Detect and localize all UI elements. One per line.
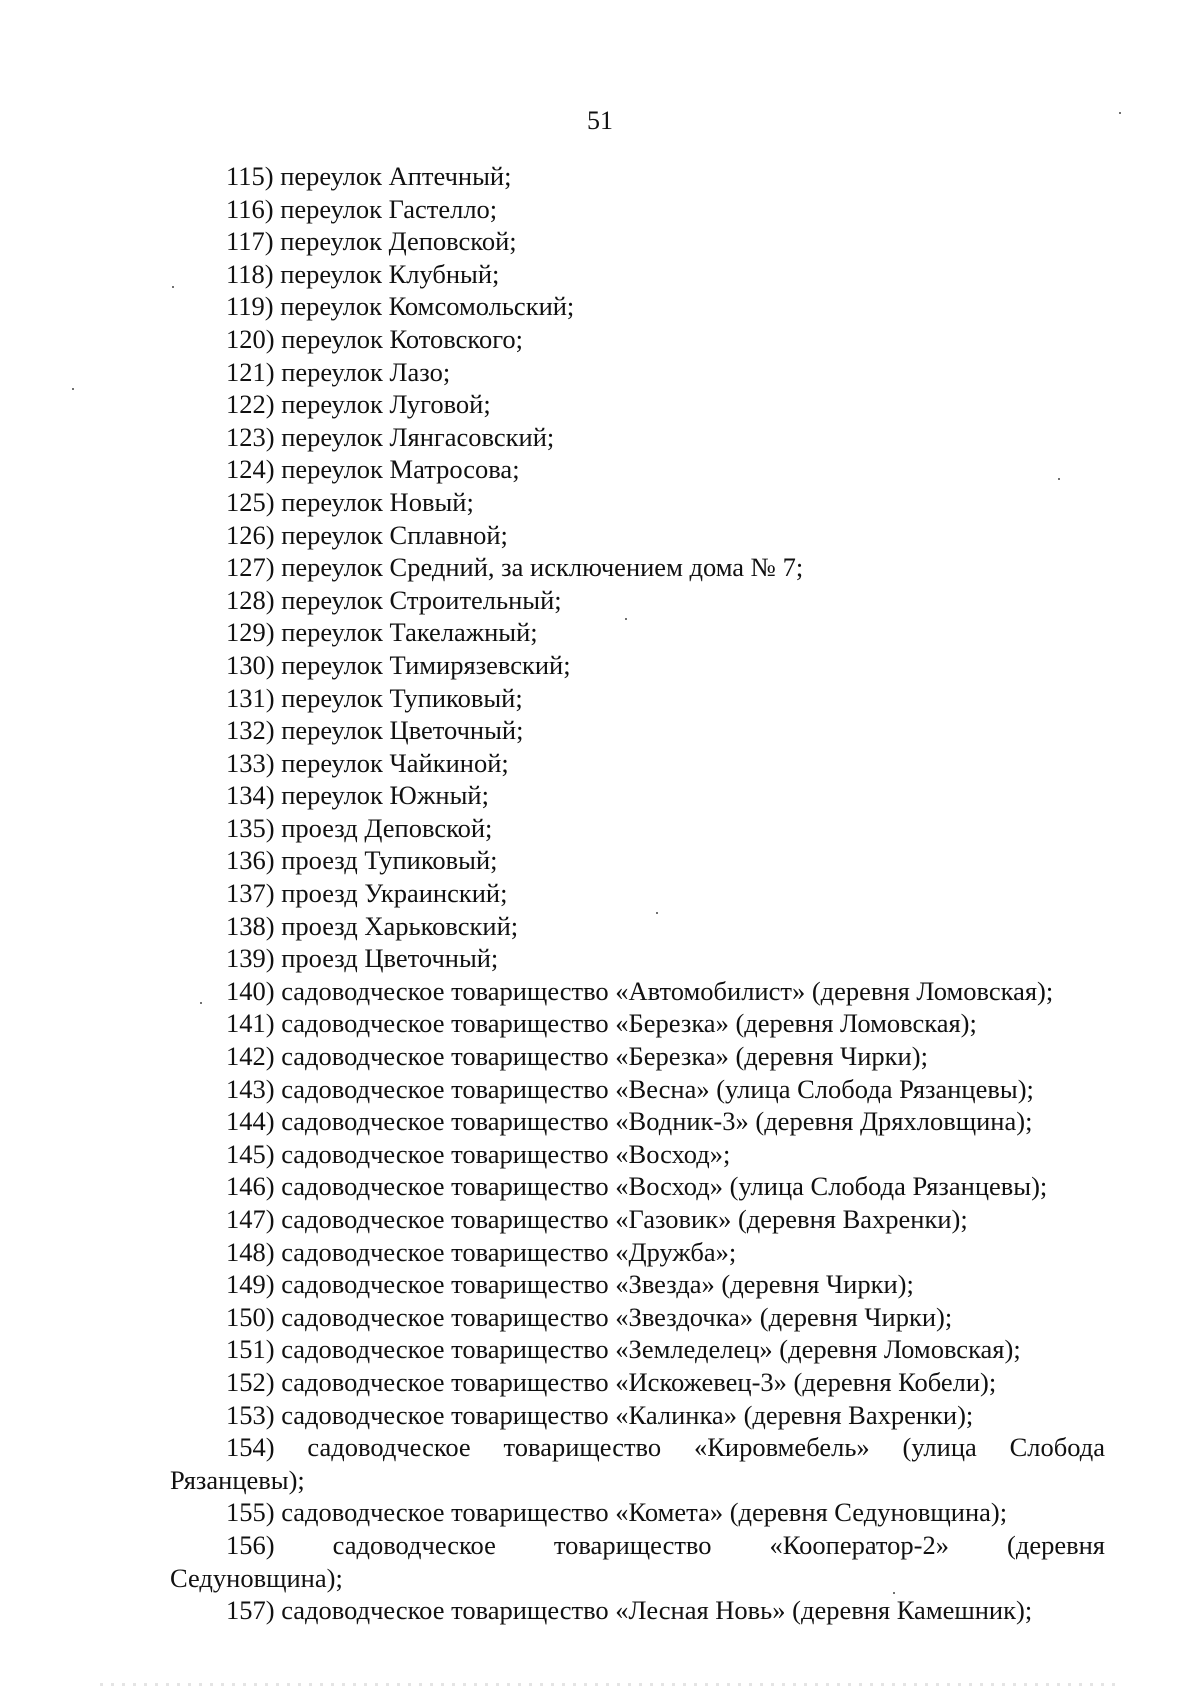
- list-item: 150) садоводческое товарищество «Звездочка» (деревня Чирки);: [226, 1301, 953, 1332]
- list-item: 115) переулок Аптечный;: [226, 161, 512, 191]
- list-item: 136) проезд Тупиковый;: [226, 845, 498, 876]
- list-item: 117) переулок Деповской;: [226, 226, 517, 257]
- list-item-wrapped: [170, 1431, 1105, 1496]
- list-item: 123) переулок Лянгасовский;: [226, 421, 555, 452]
- list-item: 118) переулок Клубный;: [226, 258, 500, 289]
- list-item: 135) проезд Деповской;: [226, 812, 493, 843]
- list-item: 128) переулок Строительный;: [226, 584, 562, 615]
- scan-speck: [1119, 112, 1121, 114]
- list-item: 126) переулок Сплавной;: [226, 519, 508, 550]
- list-item-first-line: 154) садоводческое товарищество «Кировмебель» (улица Слобода: [226, 1432, 1105, 1463]
- scan-speck: [893, 1592, 895, 1594]
- list-item: 132) переулок Цветочный;: [226, 715, 524, 746]
- list-item: 120) переулок Котовского;: [226, 323, 524, 354]
- list-item: 141) садоводческое товарищество «Березка» (деревня Ломовская);: [226, 1008, 977, 1039]
- list-item-continuation: Рязанцевы);: [170, 1464, 305, 1495]
- list-item: 146) садоводческое товарищество «Восход» (улица Слобода Рязанцевы);: [226, 1171, 1048, 1202]
- scan-speck: [1058, 478, 1060, 480]
- list-item: 148) садоводческое товарищество «Дружба»;: [226, 1236, 737, 1267]
- list-item-continuation: Седуновщина);: [170, 1562, 343, 1593]
- list-item: 143) садоводческое товарищество «Весна» (улица Слобода Рязанцевы);: [226, 1073, 1034, 1104]
- scan-speck: [625, 618, 627, 620]
- scan-speck: [200, 1002, 202, 1004]
- list-item: 133) переулок Чайкиной;: [226, 747, 509, 778]
- list-item-wrapped: [170, 1529, 1105, 1594]
- list-item: 140) садоводческое товарищество «Автомобилист» (деревня Ломовская);: [226, 975, 1054, 1006]
- list-item: 151) садоводческое товарищество «Земледелец» (деревня Ломовская);: [226, 1334, 1021, 1365]
- list-item: 127) переулок Средний, за исключением дома № 7;: [226, 552, 804, 583]
- list-item: 152) садоводческое товарищество «Искожевец-3» (деревня Кобели);: [226, 1366, 997, 1397]
- list-item: 155) садоводческое товарищество «Комета» (деревня Седуновщина);: [226, 1497, 1008, 1528]
- list-item: 139) проезд Цветочный;: [226, 943, 499, 974]
- list-item: 134) переулок Южный;: [226, 780, 489, 811]
- page-number: 51: [587, 106, 613, 135]
- scan-speck: [172, 286, 174, 288]
- list-item: 147) садоводческое товарищество «Газовик» (деревня Вахренки);: [226, 1204, 968, 1234]
- list-item: 125) переулок Новый;: [226, 486, 474, 517]
- list-item: 119) переулок Комсомольский;: [226, 291, 575, 322]
- list-item: 124) переулок Матросова;: [226, 454, 520, 485]
- scan-artifact: [100, 1683, 1120, 1686]
- scan-speck: [72, 388, 74, 390]
- list-item: 121) переулок Лазо;: [226, 356, 451, 387]
- list-item: 149) садоводческое товарищество «Звезда» (деревня Чирки);: [226, 1269, 914, 1300]
- list-item: 144) садоводческое товарищество «Водник-3» (деревня Дряхловщина);: [226, 1106, 1033, 1137]
- list-item: 157) садоводческое товарищество «Лесная Новь» (деревня Камешник);: [226, 1595, 1033, 1626]
- list-item: 122) переулок Луговой;: [226, 389, 491, 420]
- list-item-first-line: 156) садоводческое товарищество «Кооператор-2» (деревня: [226, 1529, 1105, 1560]
- list-item: 153) садоводческое товарищество «Калинка» (деревня Вахренки);: [226, 1399, 974, 1430]
- list-item: 138) проезд Харьковский;: [226, 910, 519, 941]
- list-item: 137) проезд Украинский;: [226, 878, 508, 909]
- street-list: [170, 160, 1105, 1627]
- list-item: 142) садоводческое товарищество «Березка» (деревня Чирки);: [226, 1041, 928, 1072]
- list-item: 131) переулок Тупиковый;: [226, 682, 523, 713]
- scan-speck: [656, 912, 658, 914]
- list-item: 129) переулок Такелажный;: [226, 617, 538, 648]
- list-item: 116) переулок Гастелло;: [226, 193, 498, 224]
- list-item: 130) переулок Тимирязевский;: [226, 649, 571, 680]
- list-item: 145) садоводческое товарищество «Восход»;: [226, 1138, 731, 1169]
